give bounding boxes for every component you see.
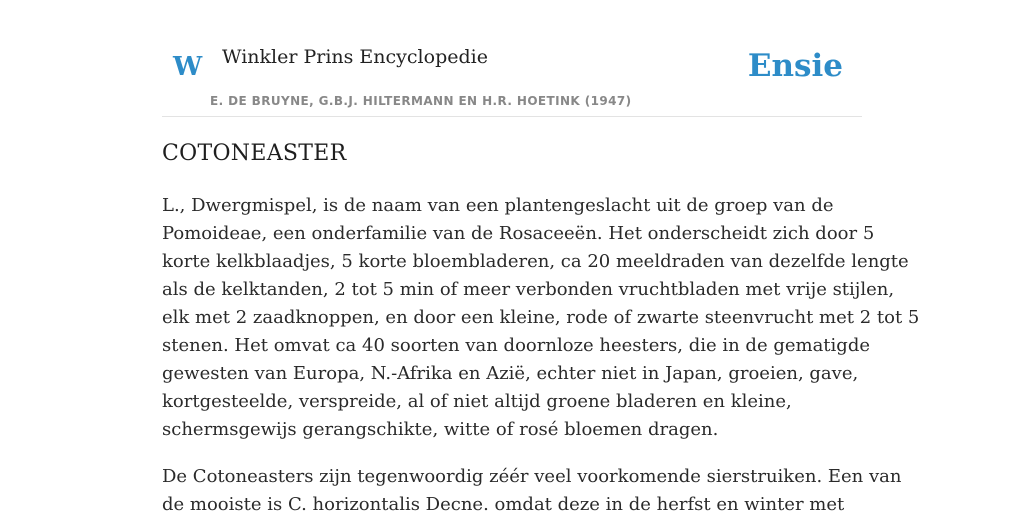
entry-body (162, 192, 920, 512)
paragraph-line: de mooiste is C. horizontalis Decne. omdat deze in de herfst en winter met (162, 494, 845, 512)
paragraph-line: stenen. Het omvat ca 40 soorten van doornloze heesters, die in de gematigde (162, 335, 870, 356)
paragraph-line: kortgesteelde, verspreide, al of niet altijd groene bladeren en kleine, (162, 391, 792, 412)
entry-paragraph-1 (162, 192, 920, 444)
paragraph-line: De Cotoneasters zijn tegenwoordig zéér veel voorkomende sierstruiken. Een van (162, 466, 902, 487)
paragraph-line: schermsgewijs gerangschikte, witte of rosé bloemen dragen. (162, 419, 719, 440)
paragraph-line: korte kelkblaadjes, 5 korte bloembladeren, ca 20 meeldraden van dezelfde lengte (162, 251, 909, 272)
ensie-logo[interactable]: Ensie (747, 48, 843, 84)
entry-title: COTONEASTER (162, 141, 347, 166)
paragraph-line: gewesten van Europa, N.-Afrika en Azië, echter niet in Japan, groeien, gave, (162, 363, 859, 384)
paragraph-line: Pomoideae, een onderfamilie van de Rosaceeën. Het onderscheidt zich door 5 (162, 223, 875, 244)
paragraph-line: als de kelktanden, 2 tot 5 min of meer verbonden vruchtbladen met vrije stijlen, (162, 279, 895, 300)
winkler-prins-logo-icon[interactable]: W (173, 52, 203, 82)
paragraph-line: L., Dwergmispel, is de naam van een plantengeslacht uit de groep van de (162, 195, 834, 216)
book-title-link[interactable]: Winkler Prins Encyclopedie (222, 46, 488, 68)
header (162, 30, 862, 117)
paragraph-line: elk met 2 zaadknoppen, en door een kleine, rode of zwarte steenvrucht met 2 tot 5 (162, 307, 920, 328)
book-authors: E. DE BRUYNE, G.B.J. HILTERMANN EN H.R. HOETINK (1947) (210, 94, 632, 108)
entry-paragraph-2 (162, 463, 902, 512)
